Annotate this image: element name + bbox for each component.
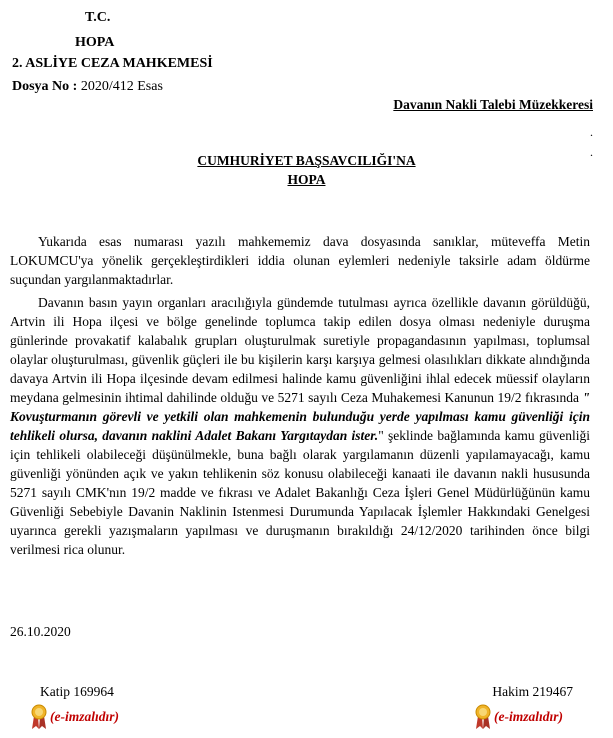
clerk-e-signature — [30, 704, 119, 730]
court-name: 2. ASLİYE CEZA MAHKEMESİ — [12, 56, 213, 71]
clerk-e-signed-label: (e-imzalıdır) — [50, 709, 119, 724]
addressee-city: HOPA — [287, 172, 326, 187]
dot-line: . — [590, 145, 593, 159]
judge-e-signed-label: (e-imzalıdır) — [494, 709, 563, 724]
header-tc: T.C. — [85, 10, 111, 25]
body-paragraph-1: Yukarıda esas numarası yazılı mahkememiz dava dosyasında sanıklar, müteveffa Metin LOKUMCU'ya yönelik gerçekleştirdikleri iddia olunan eylemleri nedeniyle taksirle adam öldürme suçundan yargılanmaktadırlar. — [10, 234, 590, 287]
e-signature-seal-icon — [474, 704, 492, 730]
law-quote: " Kovuşturmanın görevli ve yetkili olan mahkemenin bulunduğu yerde yapılması kamu güvenliği için tehlikeli olursa, davanın naklini Adalet Bakanı Yargıtaydan ister. — [10, 390, 590, 443]
document-date: 26.10.2020 — [10, 624, 71, 639]
case-number-line — [12, 79, 163, 95]
e-signature-seal-icon — [30, 704, 48, 730]
body-paragraph-2-part-2: " şeklinde bağlamında kamu güvenliği için tehlikeli olabileceği düşünülmekle, buna bağlı olarak yargılamanın düzenli yapılamayacağı, kamu güvenliği yönünden açık ve yakın tehlikenin söz konusu olabileceği kanaati ile davanın nakli hususunda 5271 sayılı CMK'nın 19/2 madde ve fıkrası ve Adalet Bakanlığı Ceza İşleri Genel Müdürlüğünün kamu Güvenliği Sebebiyle Davanin Naklinin Istenmesi Durumunda Yapılacak İşlemler Hakkındaki Genelgesi uyarınca gerekli yazışmaların yapılması ve duruşmanın bırakıldığı 24/12/2020 tarihinden önce bilgi verilmesi rica olunur. — [10, 428, 590, 557]
judge-signature-title: Hakim 219467 — [492, 684, 573, 699]
addressee-line-2 — [0, 170, 613, 190]
dot-line: . — [590, 125, 593, 139]
body-paragraph-2 — [10, 293, 590, 559]
header-city: HOPA — [75, 35, 115, 50]
case-number-label: Dosya No : — [12, 79, 78, 94]
body-paragraph-2-part-1: Davanın basın yayın organları aracılığıyla gündemde tutulması ayrıca özellikle davanın görüldüğü, Artvin ili Hopa ilçesi ve bölge genelinde toplumca takip edilen dosya olması nedeniyle duruşma günlerinde provakatif kalabalık grupları oluşturulmak suretiyle propagandasının yapılması, toplumsal olaylar oluşturulması, güvenlik güçleri ile bu kişilerin karşı karşıya gelmesi olasılıkları dikkate alındığında davaya Artvin ili Hopa ilçesinde devam edilmesi halinde kamu güvenliğini ihlal edecek müessif olayların meydana gelmesinin ihtimal dahilinde olduğu ve 5271 sayılı Ceza Muhakemesi Kanunun 19/2 fıkrasında — [10, 295, 590, 405]
letter-body — [10, 232, 590, 563]
document-subject: Davanın Nakli Talebi Müzekkeresi — [393, 97, 593, 112]
addressee-name: CUMHURİYET BAŞSAVCILIĞI'NA — [197, 153, 416, 168]
case-number-value: 2020/412 Esas — [80, 79, 163, 94]
addressee-line-1 — [0, 151, 613, 171]
clerk-signature-title: Katip 169964 — [40, 684, 114, 699]
judge-e-signature — [474, 704, 563, 730]
